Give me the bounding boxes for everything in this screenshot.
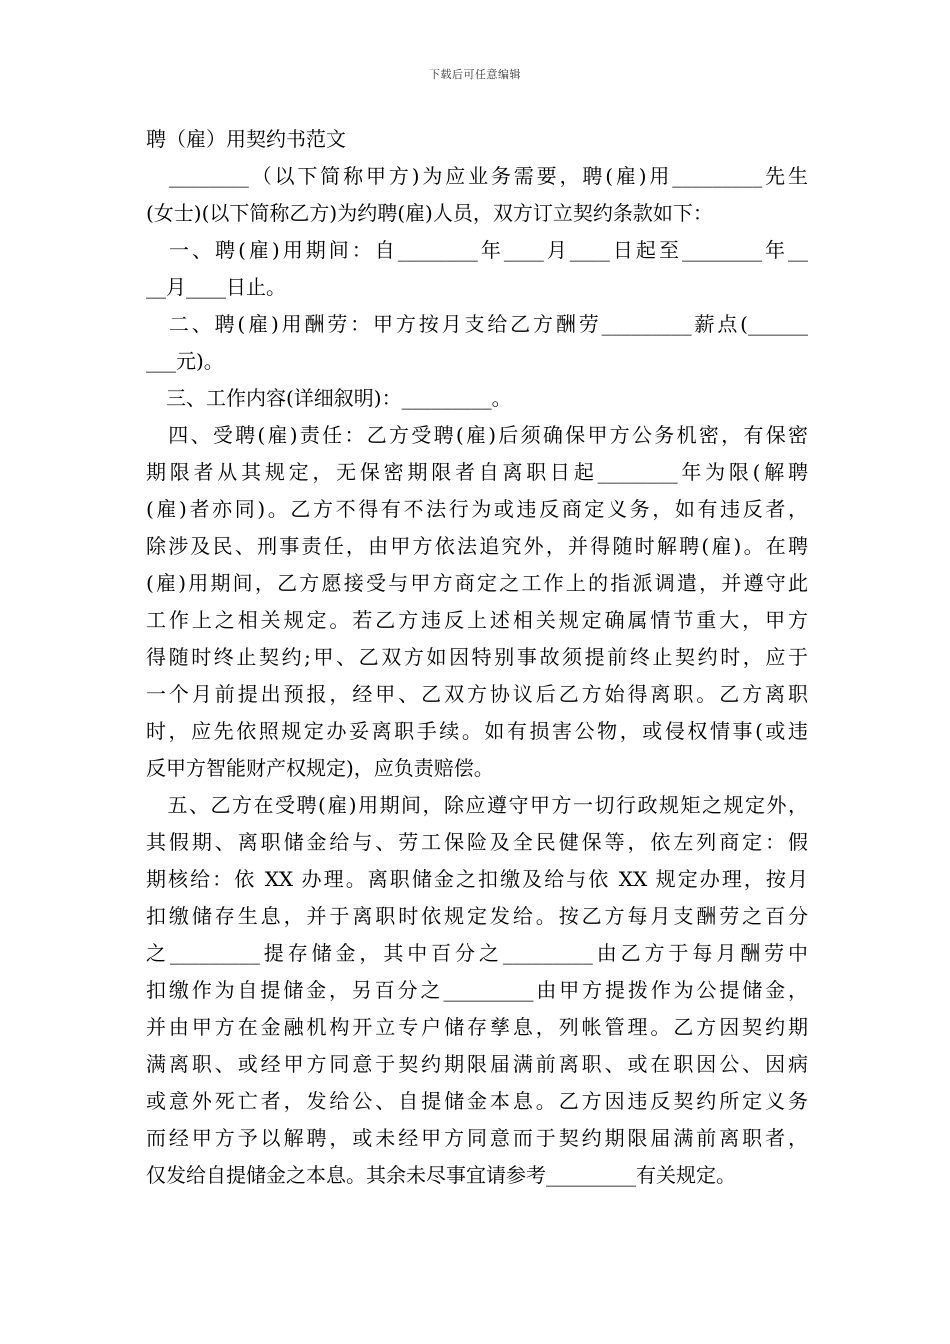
clause-4-line-8: 一个月前提出预报，经甲、乙双方协议后乙方始得离职。乙方离职 [146,682,808,706]
intro-line-2: (女士)(以下简称乙方)为约聘(雇)人员，双方订立契约条款如下： [146,201,713,225]
clause-5-line-3: 期核给：依 XX 办理。离职储金之扣缴及给与依 XX 规定办理，按月 [146,867,808,891]
clause-5-line-6: 扣缴作为自提储金，另百分之_________由甲方提拨作为公提储金， [146,978,808,1002]
clause-5-line-11: 仅发给自提储金之本息。其余未尽事宜请参考_________有关规定。 [146,1163,736,1187]
clause-2-line-2: ___元)。 [146,349,224,373]
contract-document [146,121,808,1194]
clause-3-line-1: 三、工作内容(详细叙明)：_________。 [146,386,512,410]
clause-4-line-10: 反甲方智能财产权规定)，应负责赔偿。 [146,756,494,780]
clause-4-line-1: 四、受聘(雇)责任：乙方受聘(雇)后须确保甲方公务机密，有保密 [146,423,808,447]
clause-4-line-4: 除涉及民、刑事责任，由甲方依法追究外，并得随时解聘(雇)。在聘 [146,534,808,558]
clause-4-line-3: (雇)者亦同)。乙方不得有不法行为或违反商定义务，如有违反者， [146,497,808,521]
clause-5-line-2: 其假期、离职储金给与、劳工保险及全民健保等，依左列商定：假 [146,830,808,854]
clause-5-line-1: 五、乙方在受聘(雇)用期间，除应遵守甲方一切行政规矩之规定外， [146,793,808,817]
page-header-note: 下载后可任意编辑 [429,68,521,81]
clause-5-line-9: 或意外死亡者，发给公、自提储金本息。乙方因违反契约所定义务 [146,1089,808,1113]
clause-4-line-9: 时，应先依照规定办妥离职手续。如有损害公物，或侵权情事(或违 [146,719,808,743]
clause-5-line-10: 而经甲方予以解聘，或未经甲方同意而于契约期限届满前离职者， [146,1126,808,1150]
clause-1-line-2: __月____日止。 [146,275,286,299]
clause-1-line-1: 一、聘(雇)用期间：自________年____月____日起至________年__ [146,238,808,262]
clause-5-line-8: 满离职、或经甲方同意于契约期限届满前离职、或在职因公、因病 [146,1052,808,1076]
clause-5-line-5: 之_________提存储金，其中百分之_________由乙方于每月酬劳中 [146,941,808,965]
clause-5-line-7: 并由甲方在金融机构开立专户储存孳息，列帐管理。乙方因契约期 [146,1015,808,1039]
clause-4-line-5: (雇)用期间，乙方愿接受与甲方商定之工作上的指派调遣，并遵守此 [146,571,808,595]
clause-5-line-4: 扣缴储存生息，并于离职时依规定发给。按乙方每月支酬劳之百分 [146,904,808,928]
clause-2-line-1: 二、聘(雇)用酬劳：甲方按月支给乙方酬劳_________薪点(______ [146,312,808,336]
clause-4-line-2: 期限者从其规定，无保密期限者自离职日起________年为限(解聘 [146,460,808,484]
document-title: 聘（雇）用契约书范文 [146,127,346,151]
clause-4-line-6: 工作上之相关规定。若乙方违反上述相关规定确属情节重大，甲方 [146,608,808,632]
intro-line-1: ________（以下简称甲方)为应业务需要，聘(雇)用_________先生 [146,164,808,188]
clause-4-line-7: 得随时终止契约;甲、乙双方如因特别事故须提前终止契约时，应于 [146,645,808,669]
